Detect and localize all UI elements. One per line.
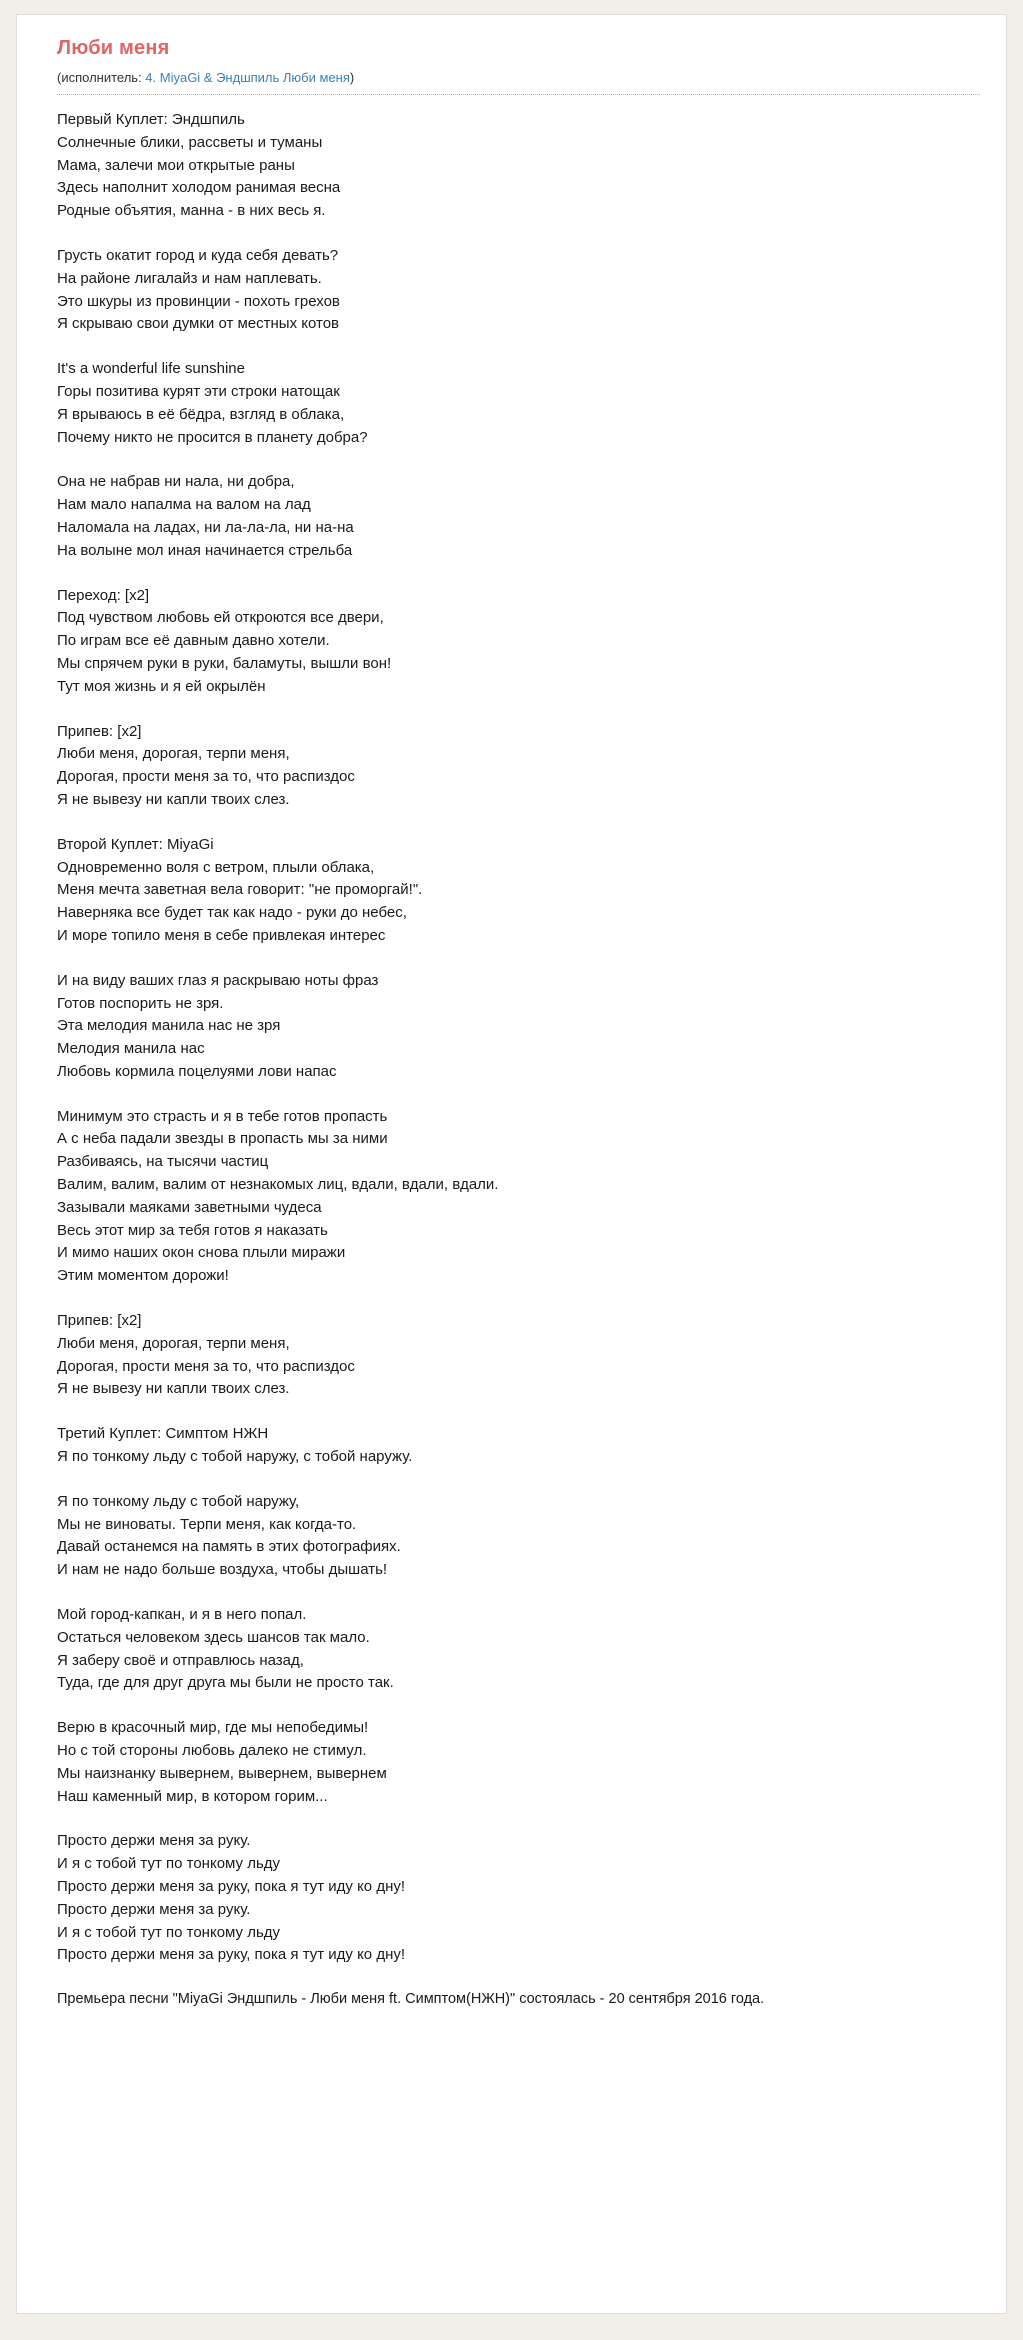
lyrics-line: Но с той стороны любовь далеко не стимул.: [57, 1742, 367, 1760]
lyrics-line: И море топило меня в себе привлекая интерес: [57, 926, 386, 944]
artist-prefix-label: (исполнитель:: [57, 70, 146, 85]
lyrics-line: Наш каменный мир, в котором горим...: [57, 1787, 328, 1805]
lyrics-line: Туда, где для друг друга мы были не просто так.: [57, 1674, 394, 1692]
lyrics-line: И на виду ваших глаз я раскрываю ноты фраз: [57, 971, 379, 989]
lyrics-stanza: [57, 1491, 980, 1582]
lyrics-line: Разбиваясь, на тысячи частиц: [57, 1153, 269, 1171]
lyrics-line: И я с тобой тут по тонкому льду: [57, 1923, 281, 1941]
lyrics-stanza: [57, 109, 980, 223]
lyrics-line: Родные объятия, манна - в них весь я.: [57, 202, 326, 220]
lyrics-line: Одновременно воля с ветром, плыли облака,: [57, 858, 375, 876]
lyrics-stanza: [57, 834, 980, 948]
lyrics-line: Третий Куплет: Симптом НЖН: [57, 1425, 269, 1443]
lyrics-line: И мимо наших окон снова плыли миражи: [57, 1244, 346, 1262]
lyrics-line: Мы не виноваты. Терпи меня, как когда-то.: [57, 1515, 357, 1533]
lyrics-line: Нам мало напалма на валом на лад: [57, 496, 311, 514]
lyrics-line: Я скрываю свои думки от местных котов: [57, 315, 340, 333]
lyrics-line: Мелодия манила нас: [57, 1040, 205, 1058]
lyrics-line: Под чувством любовь ей откроются все двери,: [57, 609, 384, 627]
lyrics-line: И нам не надо больше воздуха, чтобы дышать!: [57, 1561, 388, 1579]
lyrics-line: It's a wonderful life sunshine: [57, 360, 245, 378]
lyrics-line: Она не набрав ни нала, ни добра,: [57, 473, 295, 491]
page-title: Люби меня: [57, 37, 170, 59]
lyrics-stanza: [57, 585, 980, 699]
lyrics-line: Просто держи меня за руку.: [57, 1832, 251, 1850]
lyrics-line: Я врываюсь в её бёдра, взгляд в облака,: [57, 405, 345, 423]
lyrics-stanza: [57, 1106, 980, 1288]
lyrics-line: Тут моя жизнь и я ей окрылён: [57, 677, 266, 695]
lyrics-stanza: [57, 970, 980, 1084]
lyrics-line: Грусть окатит город и куда себя девать?: [57, 246, 339, 264]
lyrics-line: Готов поспорить не зря.: [57, 994, 224, 1012]
lyrics-line: Весь этот мир за тебя готов я наказать: [57, 1221, 328, 1239]
lyrics-line: Я не вывезу ни капли твоих слез.: [57, 790, 290, 808]
lyrics-stanza: [57, 1423, 980, 1469]
artist-line: [57, 70, 980, 95]
lyrics-line: Меня мечта заветная вела говорит: "не проморгай!".: [57, 881, 423, 899]
artist-link[interactable]: 4. MiyaGi & Эндшпиль Люби меня: [145, 70, 350, 85]
lyrics-line: Припев: [x2]: [57, 722, 142, 740]
lyrics-body: [57, 109, 980, 1967]
lyrics-line: А с неба падали звезды в пропасть мы за ними: [57, 1130, 388, 1148]
lyrics-line: Дорогая, прости меня за то, что распиздос: [57, 1357, 355, 1375]
lyrics-line: Это шкуры из провинции - похоть грехов: [57, 292, 340, 310]
lyrics-stanza: [57, 358, 980, 449]
lyrics-line: Минимум это страсть и я в тебе готов пропасть: [57, 1107, 388, 1125]
lyrics-line: Дорогая, прости меня за то, что распиздос: [57, 768, 355, 786]
lyrics-line: Мы наизнанку вывернем, вывернем, вывернем: [57, 1764, 387, 1782]
lyrics-line: Просто держи меня за руку, пока я тут иду ко дну!: [57, 1878, 406, 1895]
premiere-note: Премьера песни "MiyaGi Эндшпиль - Люби меня ft. Симптом(НЖН)" состоялась - 20 сентября 2016 года.: [57, 1991, 765, 2008]
lyrics-line: На районе лигалайз и нам наплевать.: [57, 269, 322, 287]
lyrics-line: Переход: [x2]: [57, 586, 150, 604]
lyrics-stanza: [57, 245, 980, 336]
artist-suffix-label: ): [349, 70, 355, 85]
lyrics-line: Наверняка все будет так как надо - руки до небес,: [57, 904, 407, 922]
lyrics-line: Любовь кормила поцелуями лови напас: [57, 1062, 337, 1080]
lyrics-line: Здесь наполнит холодом ранимая весна: [57, 179, 341, 197]
lyrics-stanza: [57, 721, 980, 812]
lyrics-line: Эта мелодия манила нас не зря: [57, 1017, 281, 1035]
lyrics-stanza: [57, 1717, 980, 1808]
lyrics-line: И я с тобой тут по тонкому льду: [57, 1855, 281, 1873]
lyrics-line: Мама, залечи мои открытые раны: [57, 156, 295, 174]
lyrics-line: Солнечные блики, рассветы и туманы: [57, 133, 323, 151]
lyrics-line: Люби меня, дорогая, терпи меня,: [57, 745, 290, 763]
lyrics-stanza: [57, 1310, 980, 1401]
lyrics-line: Валим, валим, валим от незнакомых лиц, вдали, вдали, вдали.: [57, 1176, 499, 1194]
lyrics-stanza: [57, 471, 980, 562]
lyrics-line: Я не вывезу ни капли твоих слез.: [57, 1380, 290, 1398]
lyrics-stanza: [57, 1604, 980, 1695]
lyrics-card: [16, 14, 1007, 2314]
lyrics-line: Просто держи меня за руку, пока я тут иду ко дну!: [57, 1946, 406, 1964]
lyrics-line: Зазывали маяками заветными чудеса: [57, 1198, 322, 1216]
lyrics-line: Давай останемся на память в этих фотографиях.: [57, 1538, 401, 1556]
lyrics-line: По играм все её давным давно хотели.: [57, 632, 330, 650]
lyrics-line: Остаться человеком здесь шансов так мало.: [57, 1628, 370, 1646]
lyrics-stanza: [57, 1830, 980, 1967]
lyrics-line: Я заберу своё и отправлюсь назад,: [57, 1651, 304, 1669]
lyrics-line: Горы позитива курят эти строки натощак: [57, 382, 340, 400]
lyrics-line: Люби меня, дорогая, терпи меня,: [57, 1334, 290, 1352]
lyrics-line: Верю в красочный мир, где мы непобедимы!: [57, 1719, 369, 1737]
lyrics-line: Первый Куплет: Эндшпиль: [57, 111, 245, 128]
lyrics-line: Второй Куплет: MiyaGi: [57, 835, 214, 853]
lyrics-line: Наломала на ладах, ни ла-ла-ла, ни на-на: [57, 518, 354, 536]
lyrics-line: Просто держи меня за руку.: [57, 1900, 251, 1918]
lyrics-line: Я по тонкому льду с тобой наружу,: [57, 1492, 300, 1510]
lyrics-line: На волыне мол иная начинается стрельба: [57, 541, 353, 559]
lyrics-line: Этим моментом дорожи!: [57, 1267, 229, 1285]
lyrics-line: Мой город-капкан, и я в него попал.: [57, 1606, 307, 1624]
lyrics-line: Мы спрячем руки в руки, баламуты, вышли вон!: [57, 654, 392, 672]
lyrics-line: Припев: [x2]: [57, 1312, 142, 1330]
lyrics-line: Я по тонкому льду с тобой наружу, с тобой наружу.: [57, 1448, 413, 1466]
lyrics-line: Почему никто не просится в планету добра?: [57, 428, 368, 446]
